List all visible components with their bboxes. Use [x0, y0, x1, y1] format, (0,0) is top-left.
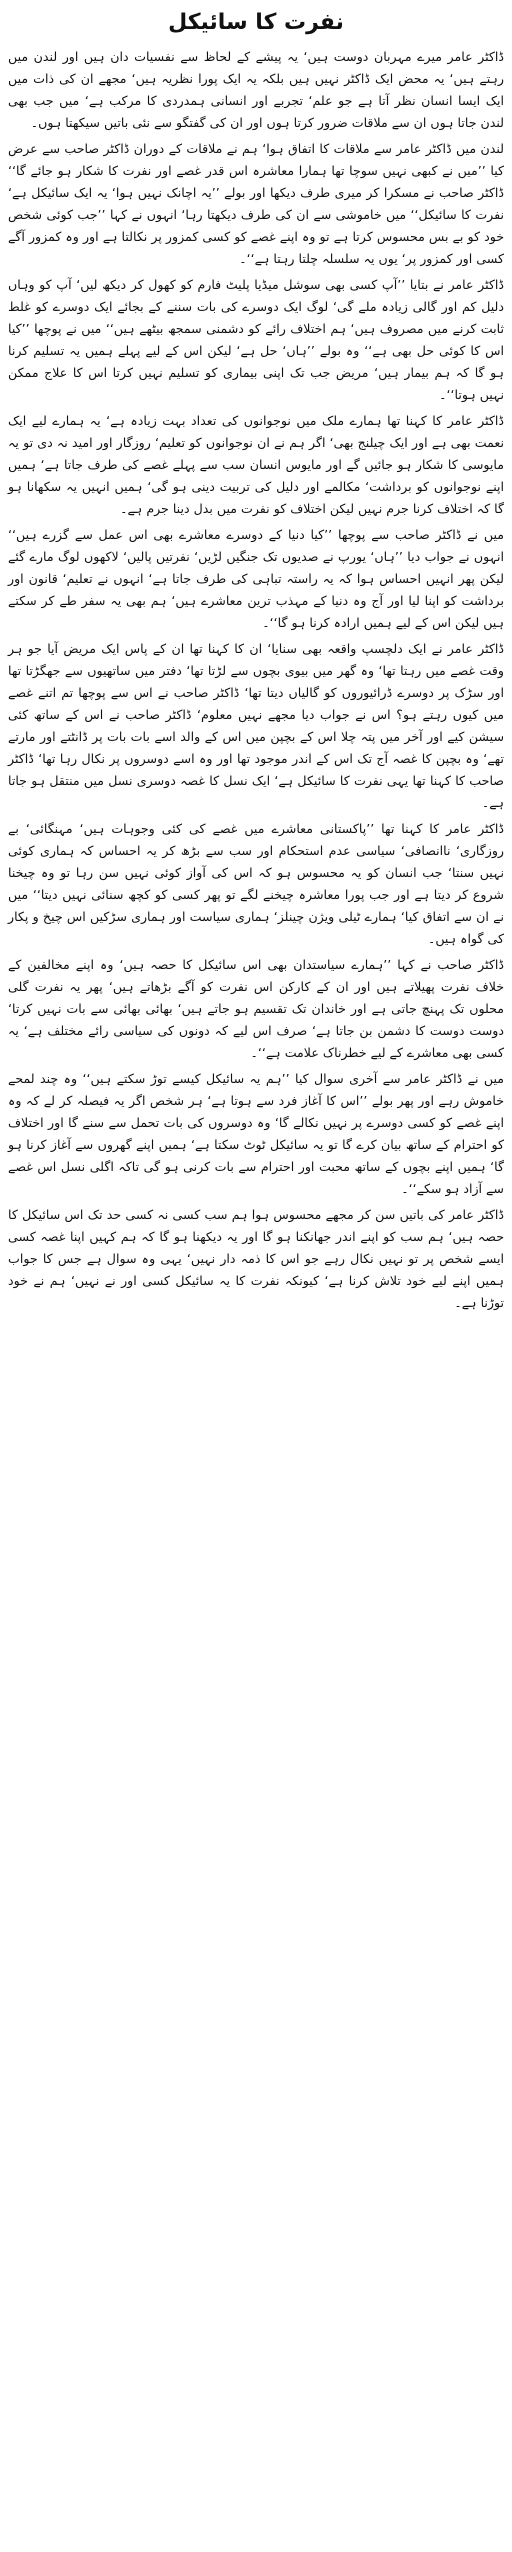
article-paragraph: میں نے ڈاکٹر صاحب سے پوچھا ’’کیا دنیا کے دوسرے معاشرے بھی اس عمل سے گزرے ہیں‘‘ انہوں نے جواب دیا ’’ہاں‘ یورپ نے صدیوں تک جنگیں لڑیں‘ نفرتیں پالیں‘ لاکھوں لوگ مارے گئے لیکن پھر انہیں احساس ہوا کہ یہ راستہ تباہی کی طرف جاتا ہے‘ انہوں نے تعلیم‘ قانون اور برداشت کو اپنا لیا اور آج وہ دنیا کے مہذب ترین معاشرے ہیں‘ ہم بھی یہ سفر طے کر سکتے ہیں لیکن اس کے لیے ہمیں ارادہ کرنا ہو گا‘‘۔	[8, 527, 504, 630]
article-paragraph: ڈاکٹر عامر میرے مہربان دوست ہیں‘ یہ پیشے کے لحاظ سے نفسیات دان ہیں اور لندن میں رہتے ہیں‘ یہ محض ایک ڈاکٹر نہیں ہیں بلکہ یہ ایک پورا نظریہ ہیں‘ مجھے ان کی ذات میں ایک ایسا انسان نظر آتا ہے جو علم‘ تجربے اور انسانی ہمدردی کا مرکب ہے‘ میں جب بھی لندن جاتا ہوں ان سے ملاقات ضرور کرتا ہوں اور ان کی گفتگو سے نئی باتیں سیکھتا ہوں۔	[8, 49, 504, 130]
article-paragraph: میں نے ڈاکٹر عامر سے آخری سوال کیا ’’ہم یہ سائیکل کیسے توڑ سکتے ہیں‘‘ وہ چند لمحے خاموش رہے اور پھر بولے ’’اس کا آغاز فرد سے ہوتا ہے‘ ہر شخص اگر یہ فیصلہ کر لے کہ وہ اپنے غصے کو کسی دوسرے پر نہیں نکالے گا‘ وہ دوسروں کی بات تحمل سے سنے گا اور اختلاف کو احترام کے ساتھ بیان کرے گا تو یہ سائیکل ٹوٹ سکتا ہے‘ ہمیں اپنے گھروں سے آغاز کرنا ہو گا‘ ہمیں اپنے بچوں کے ساتھ محبت اور احترام سے بات کرنی ہو گی تاکہ اگلی نسل اس غصے سے آزاد ہو سکے‘‘۔	[8, 1071, 504, 1196]
article-paragraph: ڈاکٹر عامر کا کہنا تھا ہمارے ملک میں نوجوانوں کی تعداد بہت زیادہ ہے‘ یہ ہمارے لیے ایک نعمت بھی ہے اور ایک چیلنج بھی‘ اگر ہم نے ان نوجوانوں کو تعلیم‘ روزگار اور امید نہ دی تو یہ مایوسی کا شکار ہو جائیں گے اور مایوس انسان سب سے پہلے غصے کی طرف جاتا ہے‘ ہمیں اپنے نوجوانوں کو برداشت‘ مکالمے اور دلیل کی تربیت دینی ہو گی‘ ہمیں انہیں یہ سکھانا ہو گا کہ اختلاف کرنا جرم نہیں لیکن اختلاف کو نفرت میں بدل دینا جرم ہے۔	[8, 413, 504, 516]
article-paragraph: ڈاکٹر عامر نے بتایا ’’آپ کسی بھی سوشل میڈیا پلیٹ فارم کو کھول کر دیکھ لیں‘ آپ کو وہاں دلیل کم اور گالی زیادہ ملے گی‘ لوگ ایک دوسرے کی بات سننے کے بجائے ایک دوسرے کو غلط ثابت کرنے میں مصروف ہیں‘ ہم اختلاف رائے کو دشمنی سمجھ بیٹھے ہیں‘‘ میں نے پوچھا ’’کیا اس کا کوئی حل بھی ہے‘‘ وہ بولے ’’ہاں‘ حل ہے‘ لیکن اس کے لیے پہلے ہمیں یہ تسلیم کرنا ہو گا کہ ہم بیمار ہیں‘ مریض جب تک اپنی بیماری کو تسلیم نہیں کرتا اس کا علاج ممکن نہیں ہوتا‘‘۔	[8, 277, 504, 402]
article-paragraph: لندن میں ڈاکٹر عامر سے ملاقات کا اتفاق ہوا‘ ہم نے ملاقات کے دوران ڈاکٹر صاحب سے عرض کیا ’’میں نے کبھی نہیں سوچا تھا ہمارا معاشرہ اس قدر غصے اور نفرت کا شکار ہو جائے گا‘‘ ڈاکٹر صاحب نے مسکرا کر میری طرف دیکھا اور بولے ’’یہ اچانک نہیں ہوا‘ یہ ایک سائیکل ہے‘ نفرت کا سائیکل‘‘ میں خاموشی سے ان کی طرف دیکھتا رہا‘ انہوں نے کہا ’’جب کوئی شخص خود کو بے بس محسوس کرتا ہے تو وہ اپنے غصے کو کسی کمزور پر نکالتا ہے اور وہ کمزور آگے کسی اور کمزور پر‘ یوں یہ سلسلہ چلتا رہتا ہے‘‘۔	[8, 141, 504, 266]
article-paragraph: ڈاکٹر عامر نے ایک دلچسپ واقعہ بھی سنایا‘ ان کا کہنا تھا ان کے پاس ایک مریض آیا جو ہر وقت غصے میں رہتا تھا‘ وہ گھر میں بیوی بچوں سے لڑتا تھا‘ دفتر میں ساتھیوں سے جھگڑتا تھا اور سڑک پر دوسرے ڈرائیوروں کو گالیاں دیتا تھا‘ ڈاکٹر صاحب نے اس سے پوچھا تم اتنے غصے میں کیوں رہتے ہو؟ اس نے جواب دیا مجھے نہیں معلوم‘ ڈاکٹر صاحب نے اس کے ساتھ کئی سیشن کیے اور آخر میں پتہ چلا اس کے بچپن میں اس کے والد اسے بات بات پر ڈانٹتے اور مارتے تھے‘ وہ بچپن کا غصہ آج تک اس کے اندر موجود تھا اور وہ اسے دوسروں پر نکال رہا تھا‘ ڈاکٹر صاحب کا کہنا تھا یہی نفرت کا سائیکل ہے‘ ایک نسل کا غصہ دوسری نسل میں منتقل ہو جاتا ہے۔	[8, 641, 504, 810]
article-paragraph: ڈاکٹر عامر کی باتیں سن کر مجھے محسوس ہوا ہم سب کسی نہ کسی حد تک اس سائیکل کا حصہ ہیں‘ ہم سب کو اپنے اندر جھانکنا ہو گا اور یہ دیکھنا ہو گا کہ ہم کہیں اپنا غصہ کسی ایسے شخص پر تو نہیں نکال رہے جو اس کا ذمہ دار نہیں‘ یہی وہ سوال ہے جس کا جواب ہمیں اپنے لیے خود تلاش کرنا ہے‘ کیونکہ نفرت کا یہ سائیکل کسی اور نے نہیں‘ ہم نے خود توڑنا ہے۔	[8, 1207, 504, 1310]
article-paragraph: ڈاکٹر صاحب نے کہا ’’ہمارے سیاستدان بھی اس سائیکل کا حصہ ہیں‘ وہ اپنے مخالفین کے خلاف نفرت پھیلاتے ہیں اور ان کے کارکن اس نفرت کو آگے بڑھاتے ہیں‘ پھر یہ نفرت گلی محلوں تک پہنچ جاتی ہے اور خاندان تک تقسیم ہو جاتے ہیں‘ بھائی بھائی سے بات نہیں کرتا‘ دوست دوست کا دشمن بن جاتا ہے‘ صرف اس لیے کہ دونوں کی سیاسی رائے مختلف ہے‘ یہ کسی بھی معاشرے کے لیے خطرناک علامت ہے‘‘۔	[8, 957, 504, 1060]
article-body	[8, 46, 504, 1314]
article-title: نفرت کا سائیکل	[168, 10, 344, 35]
article-paragraph: ڈاکٹر عامر کا کہنا تھا ’’پاکستانی معاشرے میں غصے کی کئی وجوہات ہیں‘ مہنگائی‘ بے روزگاری‘ ناانصافی‘ سیاسی عدم استحکام اور سب سے بڑھ کر یہ احساس کہ ہماری کوئی نہیں سنتا‘ جب انسان کو یہ محسوس ہو کہ اس کی آواز کوئی نہیں سن رہا تو وہ چیخنا شروع کر دیتا ہے اور جب پورا معاشرہ چیخنے لگے تو پھر کسی کو کچھ سنائی نہیں دیتا‘‘ میں نے ان سے اتفاق کیا‘ ہمارے ٹیلی ویژن چینلز‘ ہماری سیاست اور ہماری سڑکیں اس چیخ و پکار کی گواہ ہیں۔	[8, 821, 504, 946]
